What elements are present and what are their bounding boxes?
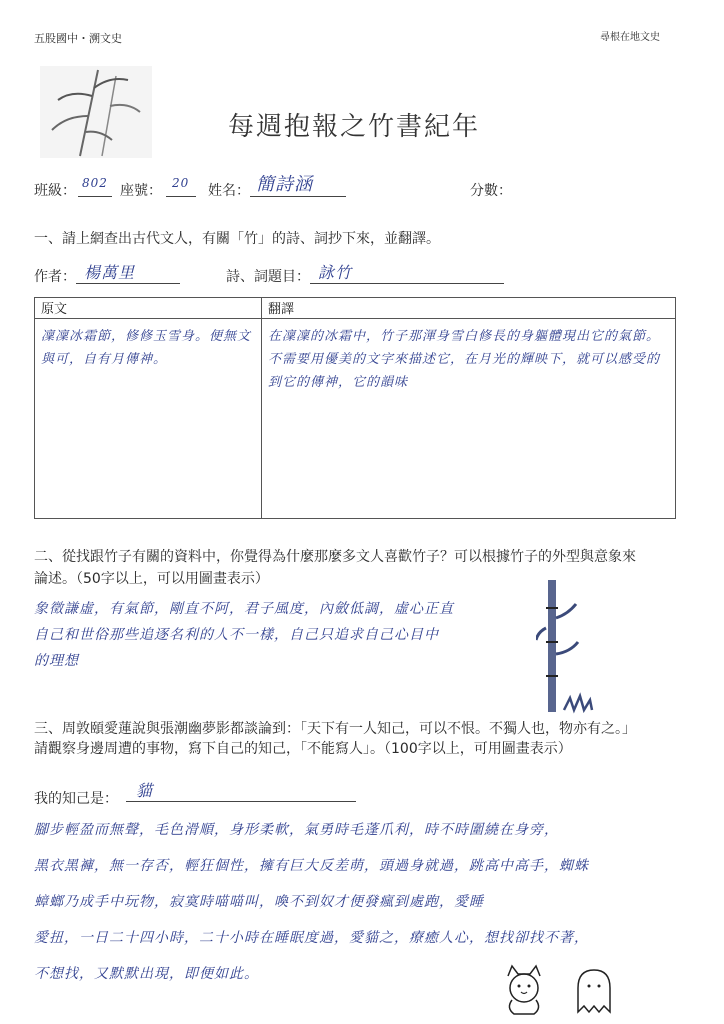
my-friend-value: 貓 (136, 781, 154, 800)
q2-prompt-line1: 二、從找跟竹子有關的資料中，你覺得為什麼那麼多文人喜歡竹子？可以根據竹子的外型與意象來 (34, 549, 636, 565)
translation-text: 在凜凜的冰霜中，竹子那渾身雪白修長的身軀體現出它的氣節。不需要用優美的文字來描述它，在月光的輝映下，就可以感受的到它的傳神，它的韻味 (268, 329, 661, 390)
q3-answer-line: 愛扭，一日二十四小時，二十小時在睡眠度過，愛貓之，療癒人心，想找卻找不著， (34, 930, 589, 946)
q2-prompt-line2: 論述。（50字以上，可以用圖畫表示） (34, 571, 269, 587)
score-label: 分數： (470, 183, 512, 199)
poem-title-underline (310, 283, 504, 284)
school-header: 五股國中・溯文史 (34, 32, 122, 45)
original-cell (35, 319, 262, 519)
original-header: 原文 (35, 298, 262, 319)
my-friend-underline (126, 801, 356, 802)
q2-answer-line2: 自己和世俗那些追逐名利的人不一樣，自己只追求自己心目中 (34, 627, 439, 643)
name-value: 簡詩涵 (256, 174, 313, 195)
q3-prompt-line2: 請觀察身邊周遭的事物，寫下自己的知己，「不能寫人」。（100字以上，可用圖畫表示） (34, 741, 572, 757)
poem-table (34, 297, 676, 519)
translation-cell (262, 319, 676, 519)
page-title: 每週抱報之竹書紀年 (228, 112, 481, 142)
author-value: 楊萬里 (84, 263, 136, 282)
q2-answer-line1: 象徵謙虛，有氣節，剛直不阿，君子風度，內斂低調，虛心正直 (34, 601, 454, 617)
q3-answer-line: 黑衣黑褲，無一存否，輕狂個性，擁有巨大反差萌，頭過身就過，跳高中高手，蜘蛛 (34, 858, 589, 874)
seat-label: 座號： (120, 183, 162, 199)
q3-answer (34, 812, 694, 992)
cat-doodle-icon (496, 962, 552, 1018)
class-value: 802 (82, 176, 108, 190)
q3-answer-line: 不想找，又默默出現，即便如此。 (34, 966, 259, 982)
ghost-doodle-icon (572, 968, 616, 1014)
class-underline (78, 196, 112, 197)
q3-answer-line: 蟑螂乃成手中玩物，寂寞時喵喵叫，喚不到奴才便發瘋到處跑，愛睡 (34, 894, 484, 910)
poem-title-value: 詠竹 (318, 263, 353, 282)
q3-answer-line: 腳步輕盈而無聲，毛色滑順，身形柔軟，氣勇時毛蓬爪利，時不時圍繞在身旁， (34, 822, 559, 838)
name-underline (250, 196, 346, 197)
slogan-header: 尋根在地文史 (600, 32, 660, 43)
seat-value: 20 (172, 176, 190, 190)
bamboo-sketch-icon (40, 66, 152, 158)
poem-title-label: 詩、詞題目： (226, 269, 310, 285)
seat-underline (166, 196, 196, 197)
class-label: 班級： (34, 183, 76, 199)
my-friend-label: 我的知己是： (34, 791, 118, 807)
name-label: 姓名： (208, 183, 250, 199)
bamboo-stalk-drawing-icon (536, 578, 600, 722)
author-label: 作者： (34, 269, 76, 285)
q3-prompt-line1: 三、周敦頤愛蓮說與張潮幽夢影都談論到：「天下有一人知己，可以不恨。不獨人也，物亦有之。」 (34, 721, 636, 737)
author-underline (76, 283, 180, 284)
q1-prompt: 一、請上網查出古代文人，有關「竹」的詩、詞抄下來，並翻譯。 (34, 231, 440, 247)
translation-header: 翻譯 (262, 298, 676, 319)
q2-answer-line3: 的理想 (34, 653, 79, 669)
original-text: 凜凜冰霜節，修修玉雪身。便無文與可，自有月傳神。 (41, 329, 252, 367)
